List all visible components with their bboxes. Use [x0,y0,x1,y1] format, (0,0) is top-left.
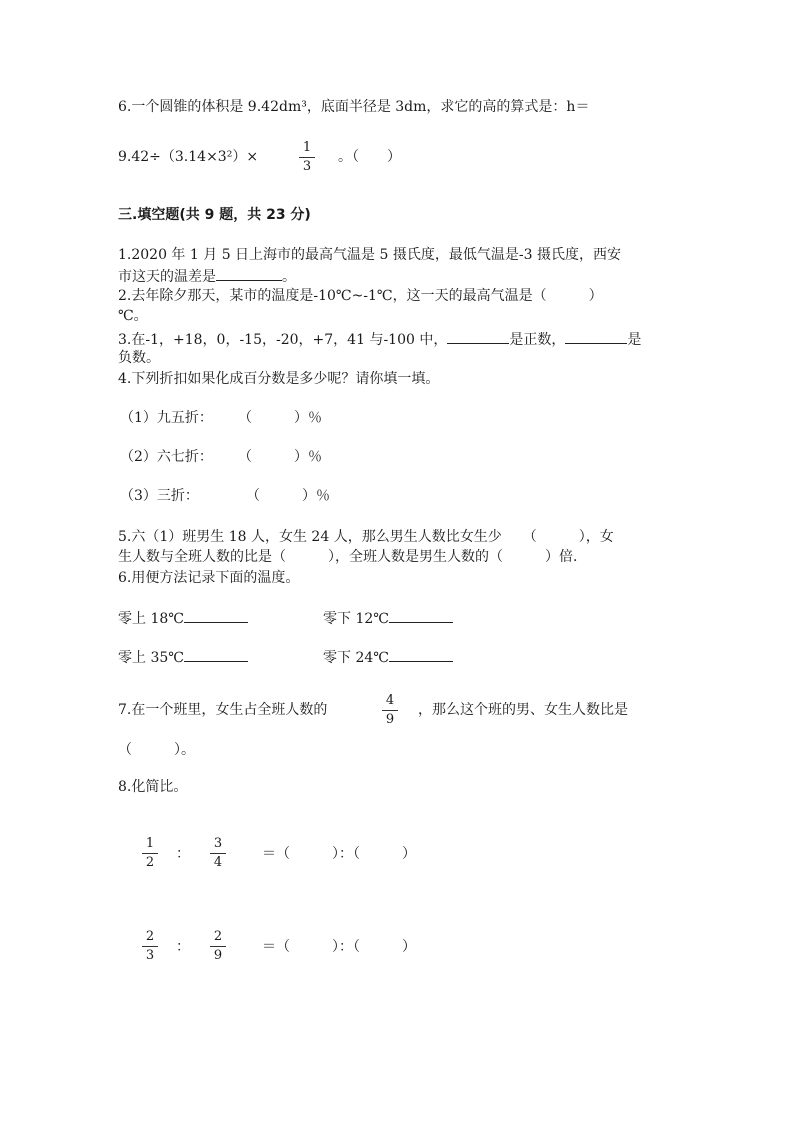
question-7-text: 7.在一个班里，女生占全班人数的 [118,702,328,718]
question-4-item-label: （1）九五折： [120,410,213,426]
fraction-bar [210,853,226,854]
negative-numbers-blank[interactable] [565,329,627,344]
temperature-item [323,608,453,628]
temperature-item [118,608,248,628]
fraction-bar [210,946,226,947]
question-2-line1: 2.去年除夕那天，某市的温度是-10℃~-1℃，这一天的最高气温是（ ） [118,288,603,304]
fraction-four-ninths [381,694,399,727]
question-6-prev-line1: 6.一个圆锥的体积是 9.42dm³，底面半径是 3dm，求它的高的算式是：h＝ [118,99,590,115]
question-1-line1: 1.2020 年 1 月 5 日上海市的最高气温是 5 摄氏度，最低气温是-3 摄氏度，西安 [118,247,621,263]
question-3-mid: 是正数， [509,332,566,348]
fraction-denominator: 3 [302,159,312,174]
answer-blank[interactable] [184,647,248,662]
fraction-denominator: 2 [145,855,155,870]
fraction-denominator: 9 [385,712,395,727]
temperature-item [323,647,453,667]
fraction-b [209,930,227,963]
ratio-colon: ： [176,939,190,955]
temperature-label: 零上 18℃ [118,611,184,627]
ratio-colon: ： [176,846,190,862]
fraction-b [209,837,227,870]
temperature-label: 零上 35℃ [118,650,184,666]
ratio-result: ＝（ ）：（ ） [262,846,416,862]
answer-blank[interactable] [389,647,453,662]
fraction-numerator: 4 [385,693,395,708]
fraction-a [141,837,159,870]
answer-blank[interactable] [389,608,453,623]
question-7-text-end: ，那么这个班的男、女生人数比是 [418,702,628,718]
fraction-bar [142,853,158,854]
section-title: 三.填空题(共 9 题，共 23 分) [118,207,311,223]
fraction-denominator: 9 [213,948,223,963]
fraction-denominator: 4 [213,855,223,870]
fraction-bar [142,946,158,947]
fraction-numerator: 1 [145,836,155,851]
answer-blank[interactable] [216,266,282,281]
question-4-title: 4.下列折扣如果化成百分数是多少呢？请你填一填。 [118,371,440,387]
ratio-result: ＝（ ）：（ ） [262,939,416,955]
question-4-item-answer: （ ）％ [238,449,322,465]
question-3-end: 是 [627,332,642,348]
fraction-numerator: 3 [213,836,223,851]
question-6-prev-answer: 。（ ） [338,149,401,165]
question-3-line1 [118,329,641,349]
question-5-line1: 5.六（1）班男生 18 人，女生 24 人，那么男生人数比女生少 （ ），女 [118,529,614,545]
question-5-line2: 生人数与全班人数的比是（ ），全班人数是男生人数的（ ）倍. [118,549,578,565]
question-1-line2 [118,266,296,286]
question-4-item-answer: （ ）％ [246,488,330,504]
fraction-one-third [298,141,316,174]
question-4-item-label: （3）三折： [120,488,199,504]
question-6-prev-expression: 9.42÷（3.14×3²）× [118,149,259,165]
question-1-end: 。 [282,269,296,285]
fraction-numerator: 1 [302,140,312,155]
answer-blank[interactable] [184,608,248,623]
fraction-numerator: 2 [145,929,155,944]
question-8-title: 8.化简比。 [118,779,188,795]
question-3-text: 3.在-1，+18，0，-15，-20，+7，41 与-100 中， [118,332,448,348]
question-7-answer: （ ）。 [118,742,195,758]
temperature-item [118,647,248,667]
temperature-label: 零下 24℃ [323,650,389,666]
question-4-item-label: （2）六七折： [120,449,213,465]
fraction-numerator: 2 [213,929,223,944]
question-4-item-answer: （ ）％ [238,410,322,426]
fraction-bar [299,157,315,158]
question-1-text: 市这天的温差是 [118,269,216,285]
fraction-bar [382,710,398,711]
temperature-label: 零下 12℃ [323,611,389,627]
fraction-denominator: 3 [145,948,155,963]
positive-numbers-blank[interactable] [447,329,509,344]
fraction-a [141,930,159,963]
question-3-line2: 负数。 [118,350,160,366]
question-6-title: 6.用便方法记录下面的温度。 [118,570,300,586]
question-2-line2: ℃。 [118,308,148,324]
